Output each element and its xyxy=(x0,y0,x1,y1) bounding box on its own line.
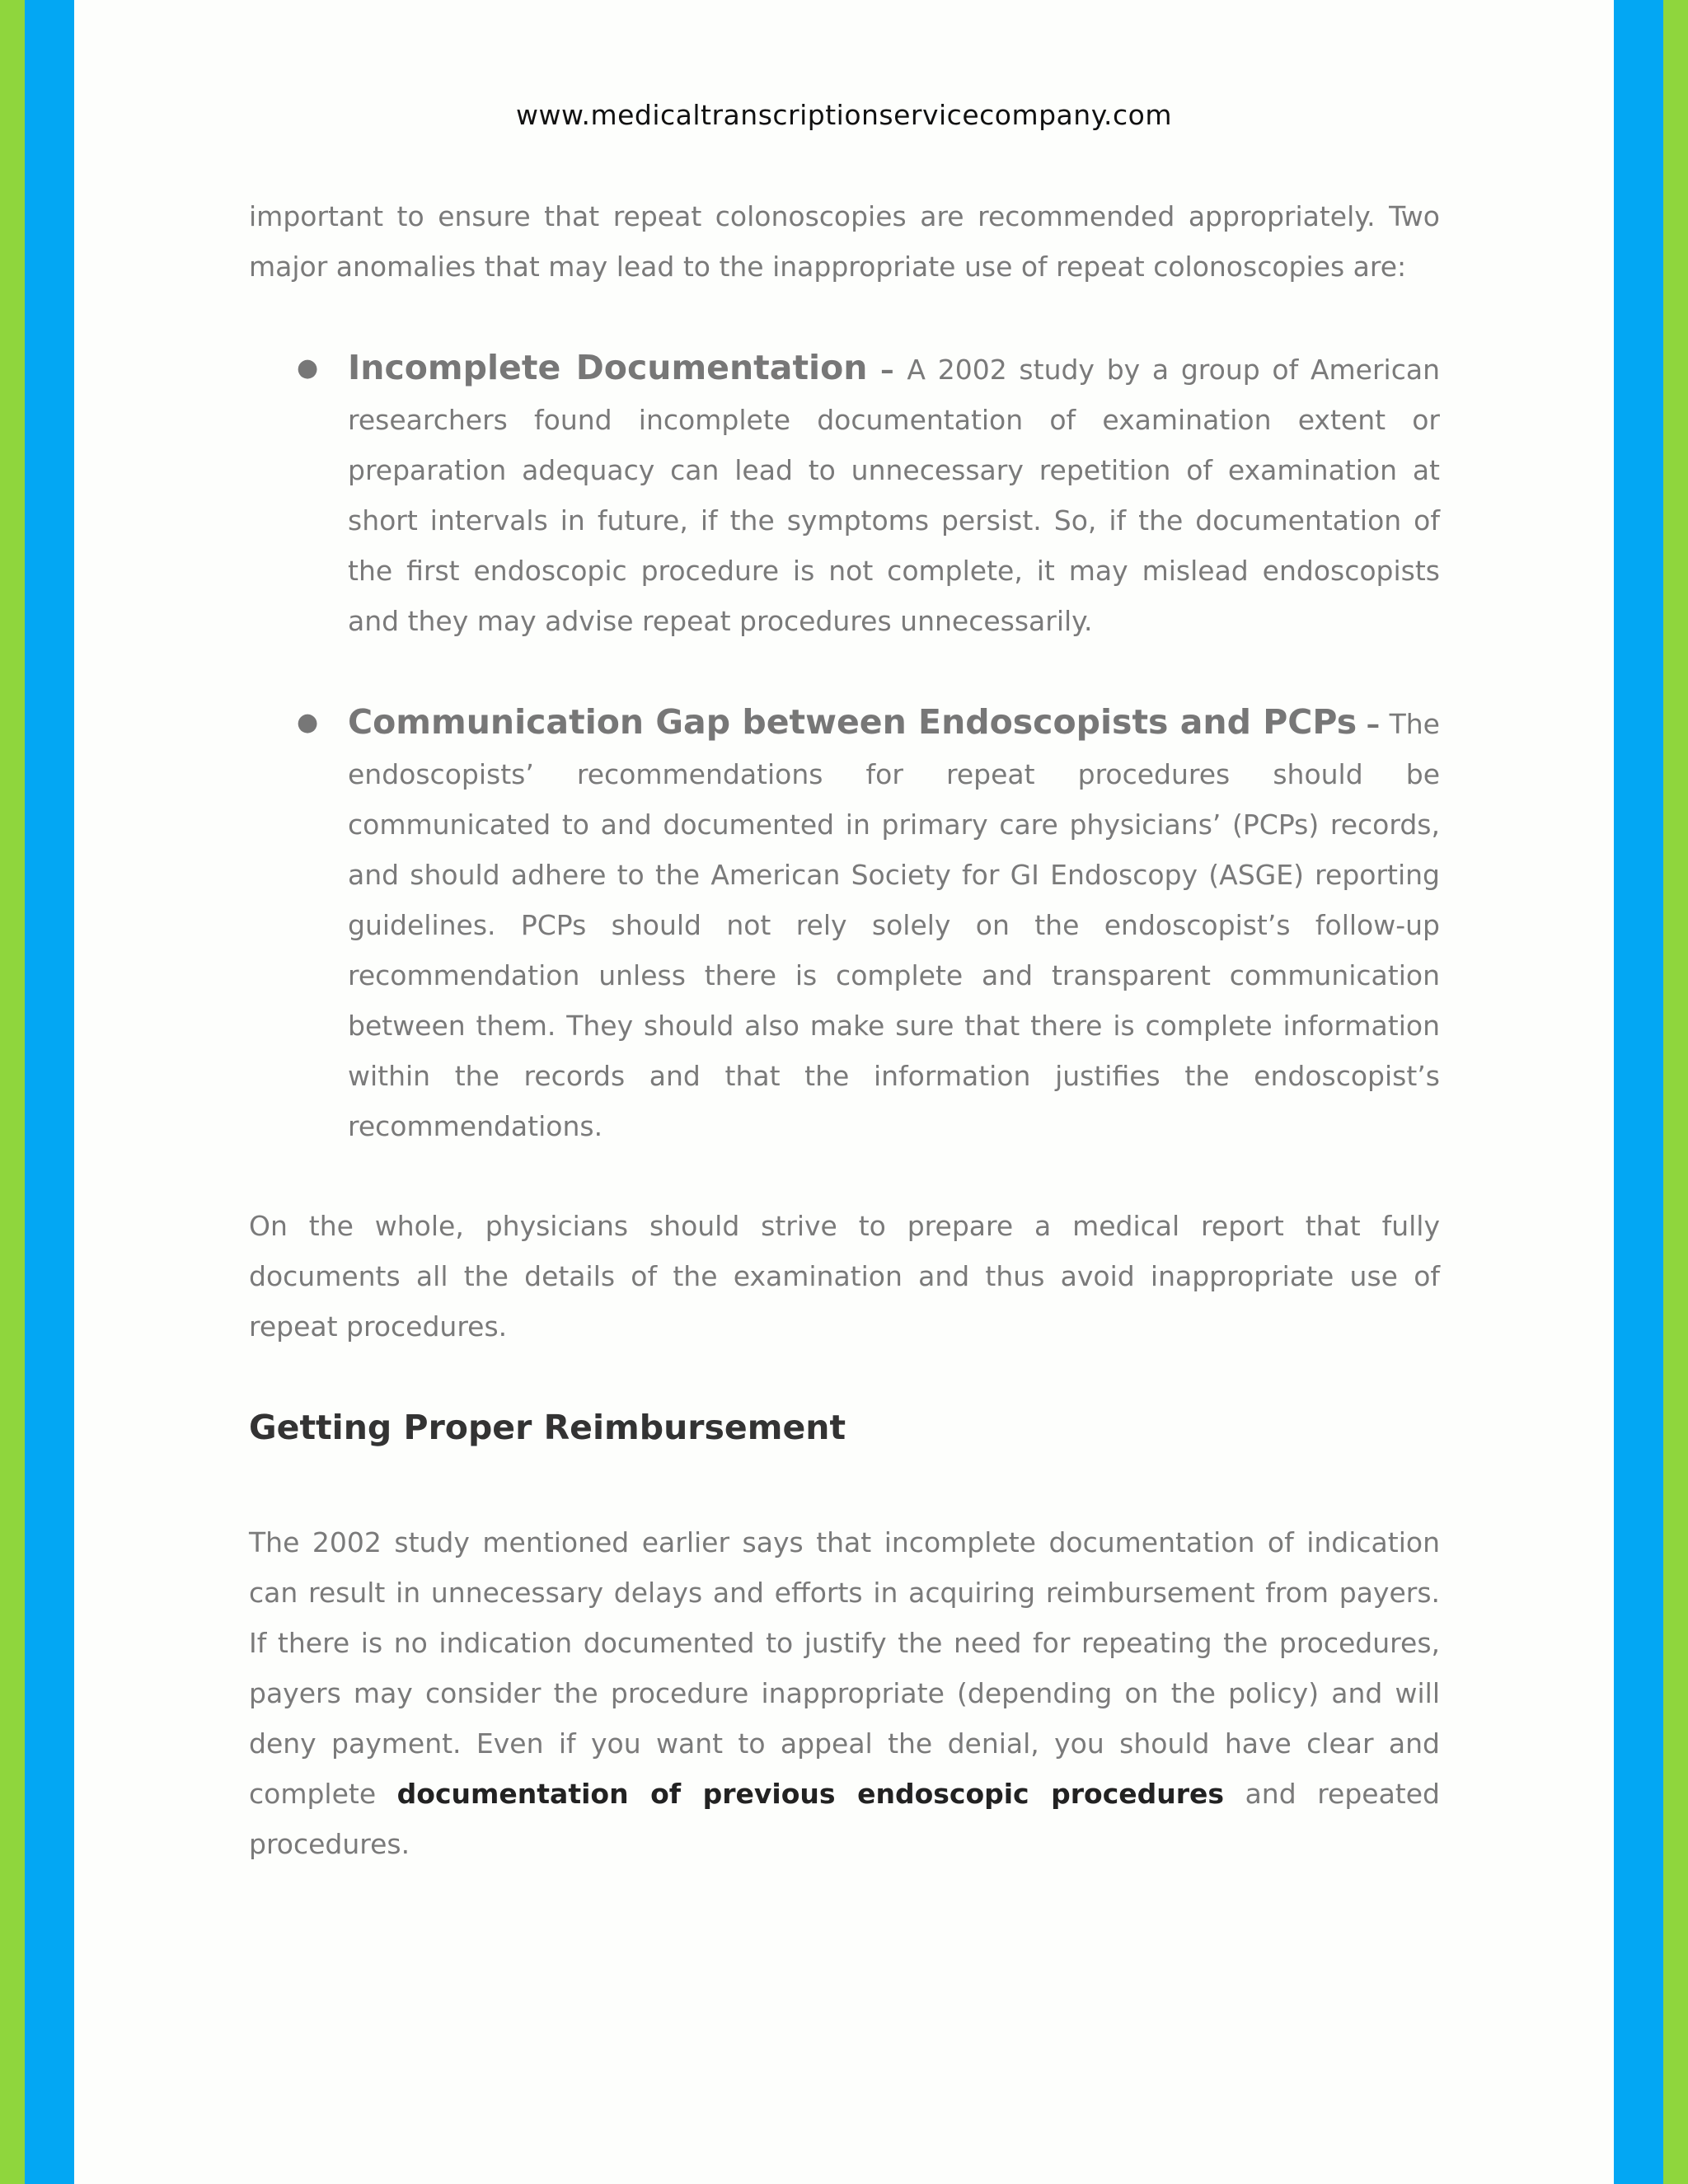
bullet-dash: – xyxy=(1357,708,1390,740)
bullet-text: The endoscopists’ recommendations for repeat procedures should be communicated to and documented in primary care physicians’ (PCPs) records, and should adhere to the American Society for GI Endoscopy (ASGE) reporting guidelines. PCPs should not rely solely on the endoscopist’s follow-up recommendation unless there is complete and transparent communication between them. They should also make sure that there is complete information within the records and that the information justifies the endoscopist’s recommendations. xyxy=(348,708,1440,1142)
document-page xyxy=(74,0,1614,2184)
bullet-heading: Incomplete Documentation xyxy=(348,348,868,387)
bullet-list xyxy=(249,343,1440,1151)
closing-paragraph: On the whole, physicians should strive to prepare a medical report that fully documents all the details of the examination and thus avoid inappropriate use of repeat procedures. xyxy=(249,1210,1440,1343)
left-green-border xyxy=(0,0,25,2184)
bullet-item-communication-gap xyxy=(249,697,1440,1151)
reimbursement-paragraph xyxy=(249,1517,1440,1869)
bullet-heading: Communication Gap between Endoscopists and PCPs xyxy=(348,702,1357,742)
bullet-dot-icon: ● xyxy=(297,354,319,382)
bullet-dot-icon: ● xyxy=(297,708,319,737)
reimbursement-bold-link[interactable]: documentation of previous endoscopic procedures xyxy=(396,1778,1225,1810)
reimbursement-text-before: The 2002 study mentioned earlier says that incomplete documentation of indication can result in unnecessary delays and efforts in acquiring reimbursement from payers. If there is no indication documented to justify the need for repeating the procedures, payers may consider the procedure inappropriate (depending on the policy) and will deny payment. Even if you want to appeal the denial, you should have clear and complete xyxy=(249,1526,1440,1810)
bullet-item-incomplete-documentation xyxy=(249,343,1440,646)
bullet-text: A 2002 study by a group of American researchers found incomplete documentation of examination extent or preparation adequacy can lead to unnecessary repetition of examination at short intervals in future, if the symptoms persist. So, if the documentation of the first endoscopic procedure is not complete, it may mislead endoscopists and they may advise repeat procedures unnecessarily. xyxy=(348,354,1440,637)
left-blue-border xyxy=(25,0,74,2184)
right-blue-border xyxy=(1614,0,1663,2184)
section-heading: Getting Proper Reimbursement xyxy=(249,1408,846,1447)
header-url[interactable]: www.medicaltranscriptionservicecompany.com xyxy=(516,99,1172,131)
intro-paragraph: important to ensure that repeat colonoscopies are recommended appropriately. Two major anomalies that may lead to the inappropriate use of repeat colonoscopies are: xyxy=(249,200,1440,283)
reimbursement-text-after: and repeated procedures. xyxy=(249,1778,1440,1860)
page-content xyxy=(249,191,1440,1869)
right-green-border xyxy=(1663,0,1688,2184)
bullet-dash: – xyxy=(867,354,907,386)
